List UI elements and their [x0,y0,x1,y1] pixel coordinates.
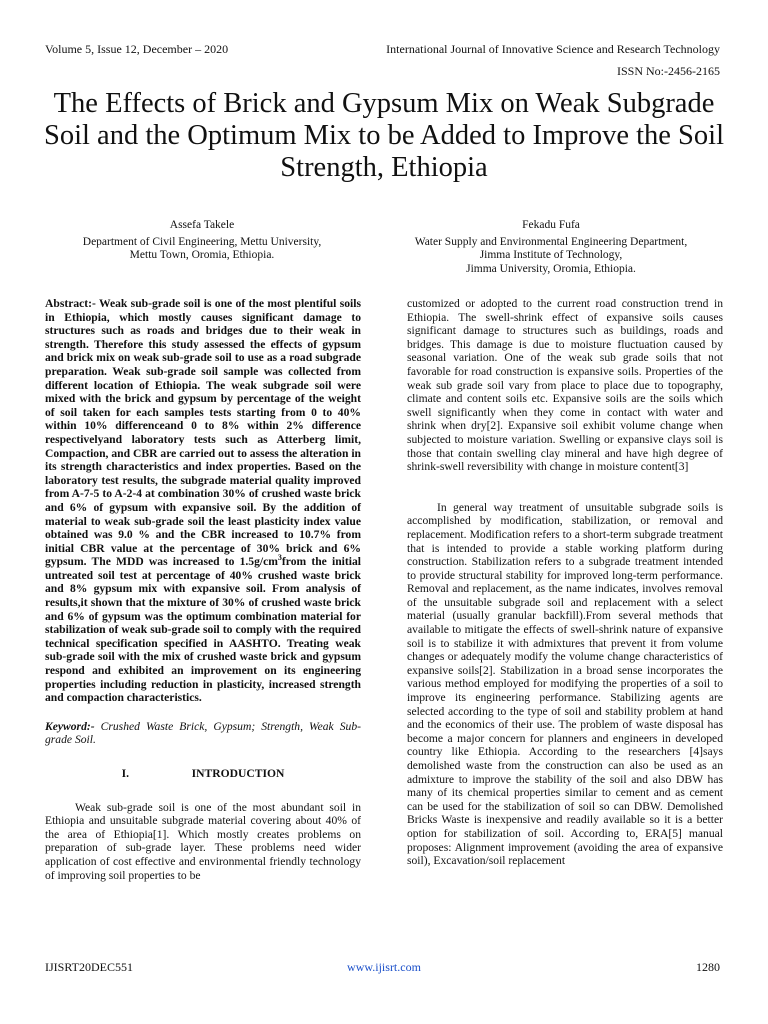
author-affiliation: Department of Civil Engineering, Mettu University, [82,235,322,248]
author-block-1 [52,219,352,263]
author-affiliation: Water Supply and Environmental Engineering Department, [414,235,688,248]
author-affiliation: Jimma Institute of Technology, [479,249,623,261]
keywords-label: Keyword:- [45,719,95,733]
author-name: Assefa Takele [169,219,235,231]
author-affiliation: Mettu Town, Oromia, Ethiopia. [129,249,275,261]
right-column [407,297,723,868]
left-column [45,297,361,882]
intro-paragraph: Weak sub-grade soil is one of the most abundant soil in Ethiopia and unsuitable subgrade material covering about 40% of the area of Ethiopia[1]. Which mostly creates problems on preparation of sub-grade layer. These problems need wider application of cost effective and environmental friendly technology of improving soil properties to be [45,800,361,882]
footer-paper-id: IJISRT20DEC551 [45,960,133,974]
header-issn: ISSN No:-2456-2165 [616,64,720,78]
paper-title: The Effects of Brick and Gypsum Mix on Weak Subgrade Soil and the Optimum Mix to be Added to Improve the Soil Strength, Ethiopia [44,88,724,183]
author-name: Fekadu Fufa [522,219,580,231]
section-heading [45,767,361,781]
body-paragraph: customized or adopted to the current road construction trend in Ethiopia. The swell-shrink effect of expansive soils causes significant damage to structures such as buildings, roads and bridges. This damage is due to moisture fluctuation caused by seasonal variation. One of the weak sub grade soils that not favorable for road construction is expansive soils. Properties of the weak sub grade soil vary from place to place due to topography, climate and content soils etc. Expansive soils are the soils which swell significantly when they come in contact with water and shrink when dry[2]. Expansive soil exhibit volume change when subjected to moisture variation. Swelling or expansive clays soil is those that contain swelling clay mineral and have high degree of shrink-swell reversibility with change in moisture content[3] [407,297,723,474]
author-block-2 [376,219,726,276]
section-number: I. [121,767,130,780]
superscript: 3 [277,553,282,563]
section-title: INTRODUCTION [191,767,285,780]
abstract [45,297,361,705]
abstract-text-a: Abstract:- Weak sub-grade soil is one of the most plentiful soils in Ethiopia, which mostly causes significant damage to structures such as roads and bridges due to their weak in strength. Therefore this study assessed the effects of gypsum and brick mix on weak sub-grade soil to use as a road subgrade preparation. Weak sub-grade soil sample was collected from different location of Ethiopia. The weak subgrade soil were mixed with the brick and gypsum by percentage of the weight of soil taken for each samples tests starting from 0 to 40% within 10% differenceand 0 to 8% within 2% difference respectivelyand laboratory tests such as Atterberg limit, Compaction, and CBR are carried out to assess the alteration in its strength characteristics and index properties. Based on the laboratory test results, the subgrade material quality improved from A-7-5 to A-2-4 at combination 30% of crushed waste brick and 6% of gypsum with expansive soil. By the addition of material to weak sub-grade soil the least plasticity index value obtained was 9.0 % and the CBR increased to 10.7% from initial CBR value at the percentage of 30% brick and 6% gypsum. The MDD was increased to 1.5g/cm [45,297,361,569]
author-affiliation: Jimma University, Oromia, Ethiopia. [466,262,636,275]
keywords [45,720,361,747]
header-journal: International Journal of Innovative Science and Research Technology [386,42,720,56]
abstract-text-b: from the initial untreated soil test at percentage of 40% crushed waste brick and 8% gypsum mix with expansive soil. From analysis of results,it shown that the mixture of 30% of crushed waste brick and 6% of gypsum was the optimum combination material for stabilization of weak sub-grade soil to comply with the required technical specification specified in AASHTO. Treating weak sub-grade soil with the mix of crushed waste brick and gypsum respond and exhibited an improvement on its engineering properties including reduction in plasticity, increased strength and compaction characteristics. [45,555,361,705]
header-volume: Volume 5, Issue 12, December – 2020 [45,42,229,56]
footer-page-number: 1280 [696,960,720,974]
footer-website-link[interactable]: www.ijisrt.com [347,960,421,974]
body-paragraph: In general way treatment of unsuitable subgrade soils is accomplished by modification, stabilization, or removal and replacement. Modification refers to a short-term subgrade treatment that is intended to provide a stable working platform during construction. Stabilization refers to a subgrade treatment intended to provide structural stability for improved long-term performance. Removal and replacement, as the name indicates, involves removal of the unsuitable subgrade soil and replacement with a select material (usually granular backfill).From several methods that available to mitigate the effects of swell-shrink nature of expansive soil is to stabilize it with admixtures that prevent it from volume changes or adequately modify the volume change characteristics of expansive soils[2]. Stabilization in a broad sense incorporates the various method employed for modifying the properties of a soil to improve its engineering performance. Stabilizing agents are selected according to the type of soil and stability problem at hand and the economics of their use. The problem of waste disposal has become a major concern for planners and engineers in developed country like Ethiopia. According to the researchers [4]says demolished waste from the construction can also be used as an admixture to improve the stability of the soil and also DBW has many of its chemical properties similar to cement and as cement can be used for the stabilization of soil so can DBW. Demolished Bricks Waste is inexpensive and readily available so it is a better option for stabilization of soil. According to, ERA[5] manual proposes: Alignment improvement (avoiding the area of expansive soil), Excavation/soil replacement [407,500,723,868]
keywords-text: Crushed Waste Brick, Gypsum; Strength, Weak Sub-grade Soil. [45,719,361,747]
